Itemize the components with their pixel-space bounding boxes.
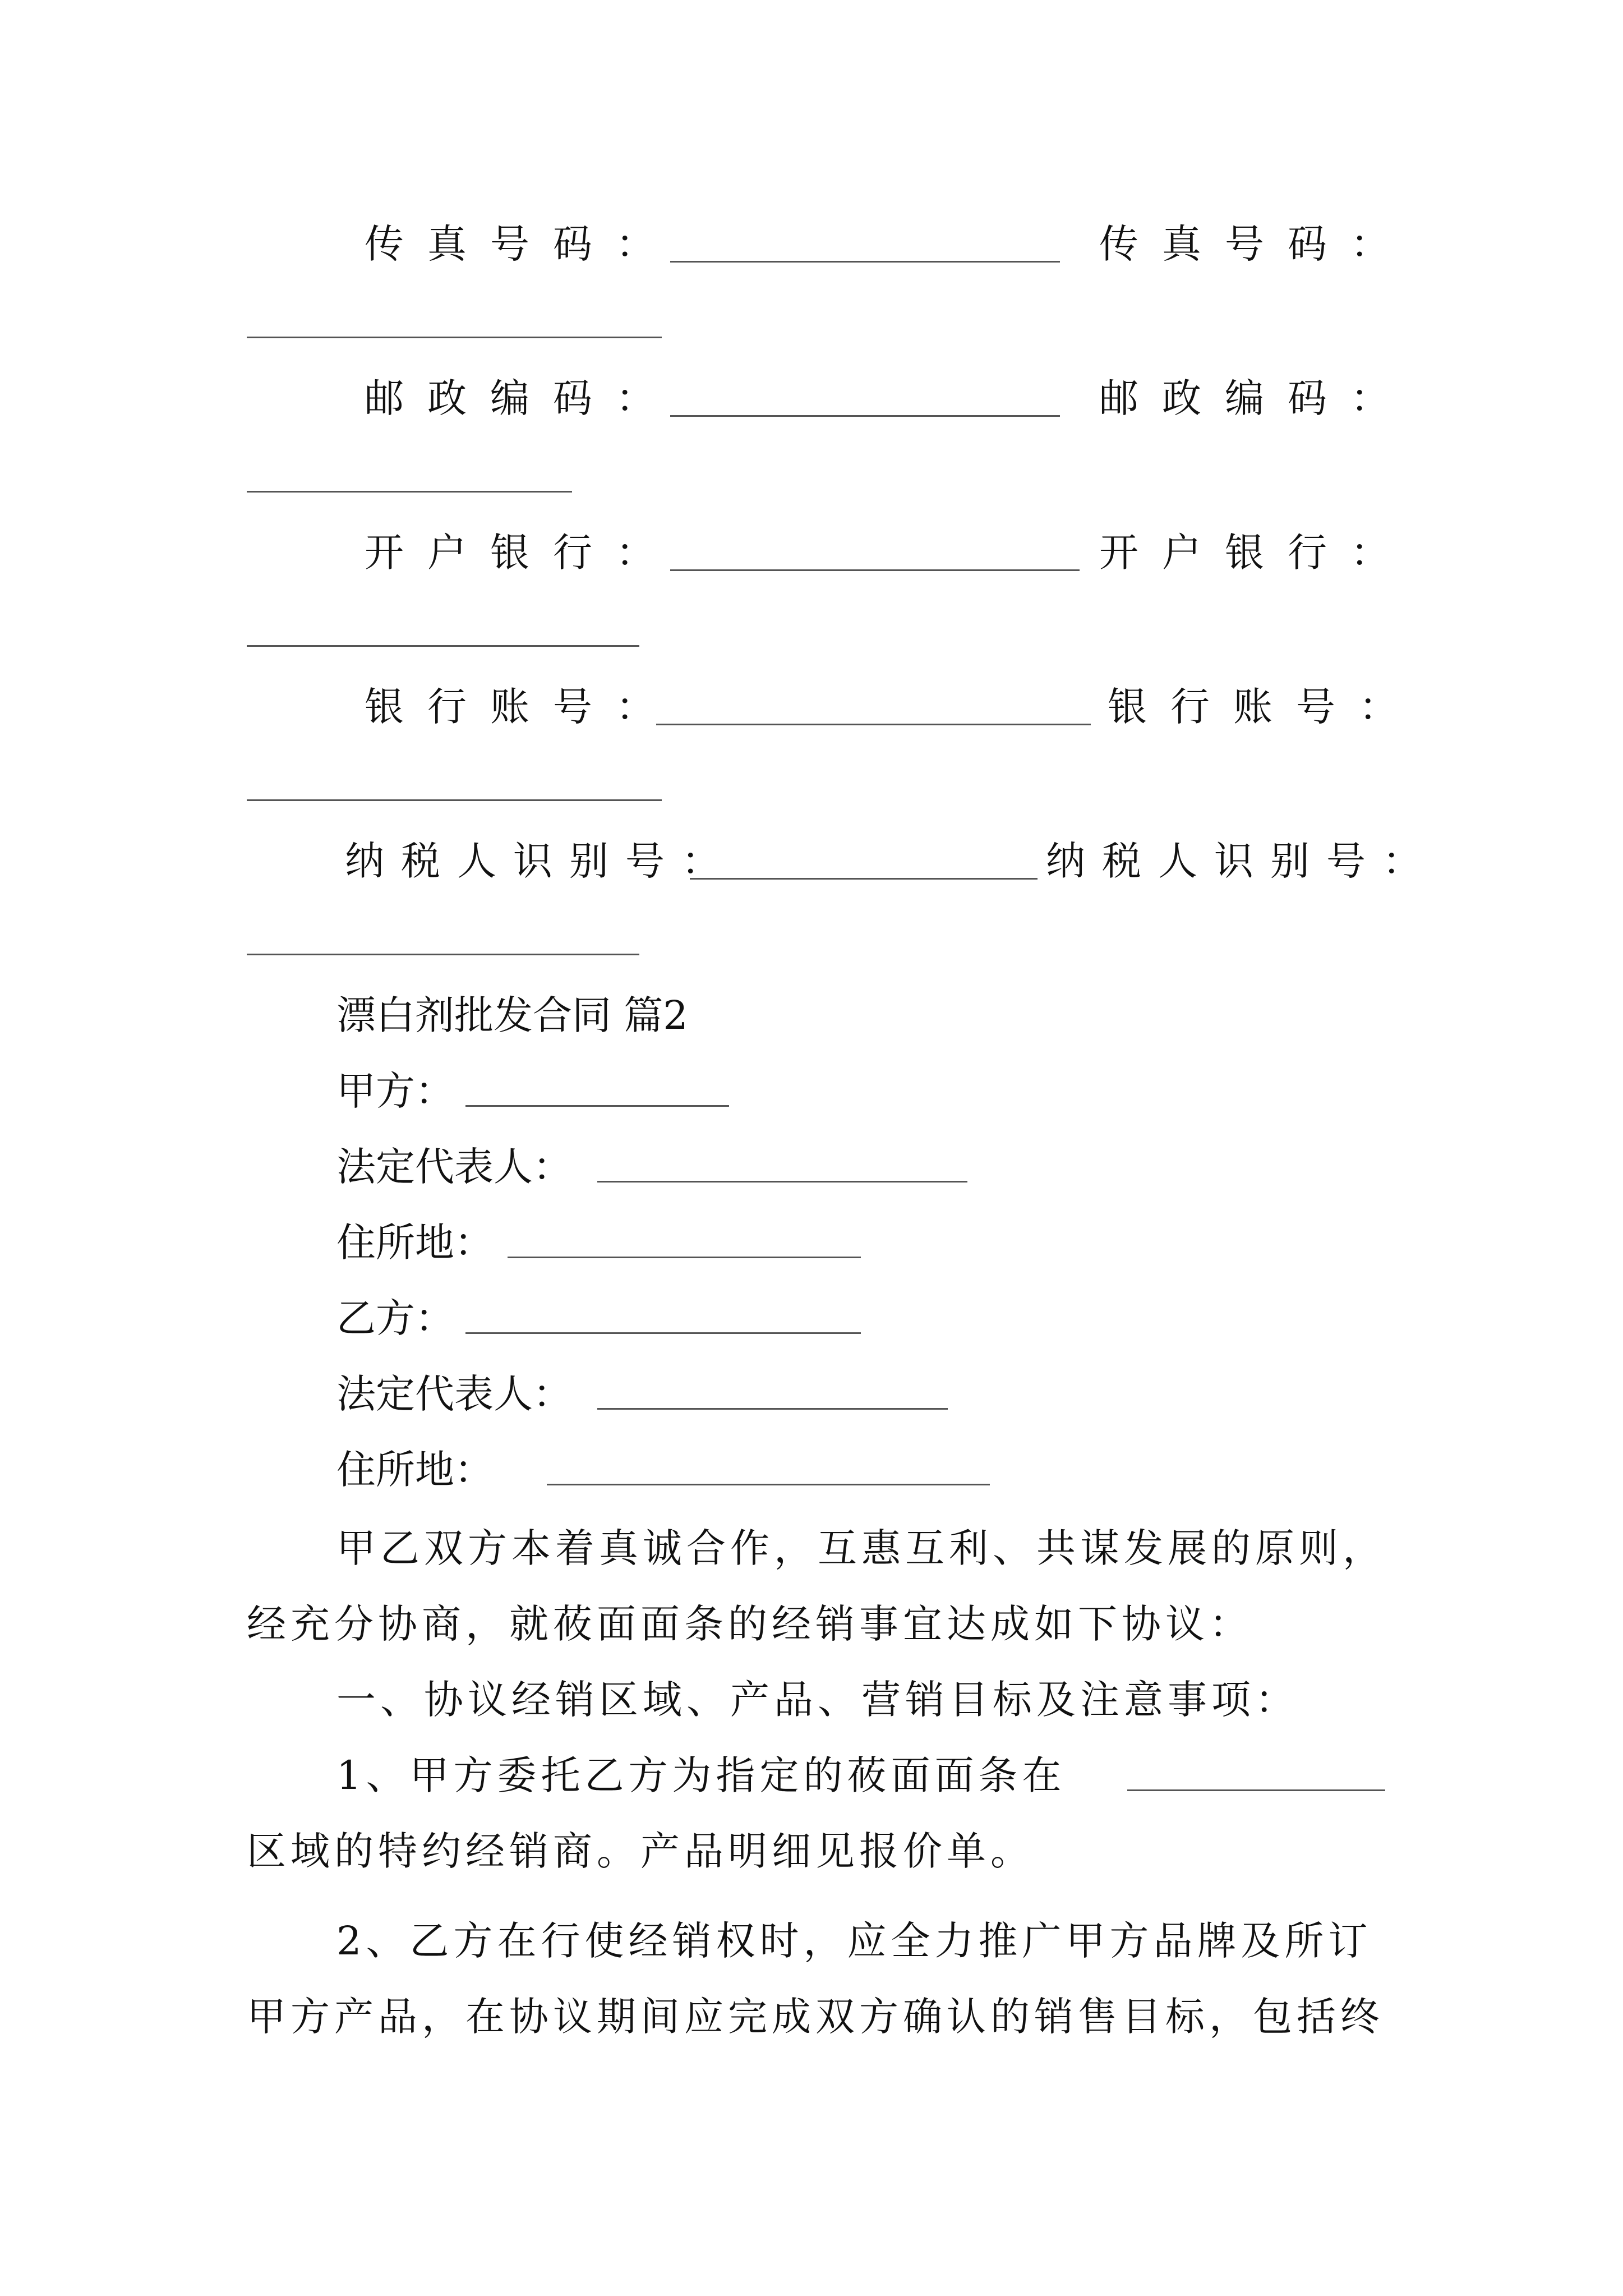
account-label-b: 银行账号： (1108, 684, 1422, 730)
item1-line-1: 1、甲方委托乙方为指定的莜面面条在 (336, 1752, 1066, 1798)
taxid-label-a: 纳税人识别号： (345, 838, 737, 884)
section-title: 漂白剂批发合同 篇2 (336, 992, 688, 1038)
intro-line-2: 经充分协商，就莜面面条的经销事宜达成如下协议： (247, 1601, 1253, 1647)
postcode-label-a: 邮政编码： (365, 375, 679, 421)
account-blank-a[interactable] (656, 724, 1091, 725)
party-b-addr-blank[interactable] (547, 1484, 990, 1485)
party-b-addr-label: 住所地： (336, 1447, 494, 1493)
fax-label-b: 传真号码： (1099, 221, 1413, 267)
item1-line-2: 区域的特约经销商。产品明细见报价单。 (247, 1828, 1034, 1874)
party-b-label: 乙方： (336, 1295, 454, 1341)
party-b-rep-label: 法定代表人： (336, 1371, 572, 1417)
taxid-label-b: 纳税人识别号： (1046, 838, 1438, 884)
party-b-rep-blank[interactable] (597, 1408, 948, 1410)
taxid-blank-b[interactable] (247, 954, 639, 955)
postcode-blank-a[interactable] (670, 415, 1060, 417)
intro-line-1: 甲乙双方本着真诚合作，互惠互利、共谋发展的原则， (336, 1525, 1386, 1571)
postcode-label-b: 邮政编码： (1099, 375, 1413, 421)
fax-label-a: 传真号码： (365, 221, 679, 267)
account-label-a: 银行账号： (365, 684, 679, 730)
party-a-label: 甲方： (336, 1068, 454, 1114)
bank-label-a: 开户银行： (365, 530, 679, 576)
item2-line-1: 2、乙方在行使经销权时，应全力推广甲方品牌及所订 (336, 1918, 1372, 1964)
bank-blank-a[interactable] (670, 569, 1080, 571)
party-a-addr-label: 住所地： (336, 1220, 494, 1266)
item2-line-2: 甲方产品，在协议期间应完成双方确认的销售目标，包括终 (247, 1994, 1384, 2040)
party-a-blank[interactable] (465, 1105, 729, 1107)
postcode-blank-b[interactable] (247, 491, 572, 493)
party-b-blank[interactable] (465, 1332, 861, 1334)
fax-blank-b[interactable] (247, 337, 662, 338)
account-blank-b[interactable] (247, 799, 662, 801)
taxid-blank-a[interactable] (690, 878, 1038, 880)
bank-blank-b[interactable] (247, 645, 639, 647)
party-a-rep-label: 法定代表人： (336, 1144, 572, 1190)
party-a-addr-blank[interactable] (508, 1257, 861, 1258)
clause1-heading: 一、协议经销区域、产品、营销目标及注意事项： (336, 1677, 1299, 1723)
bank-label-b: 开户银行： (1099, 530, 1413, 576)
item1-region-blank[interactable] (1127, 1789, 1385, 1791)
fax-blank-a[interactable] (670, 261, 1060, 263)
party-a-rep-blank[interactable] (597, 1181, 967, 1182)
